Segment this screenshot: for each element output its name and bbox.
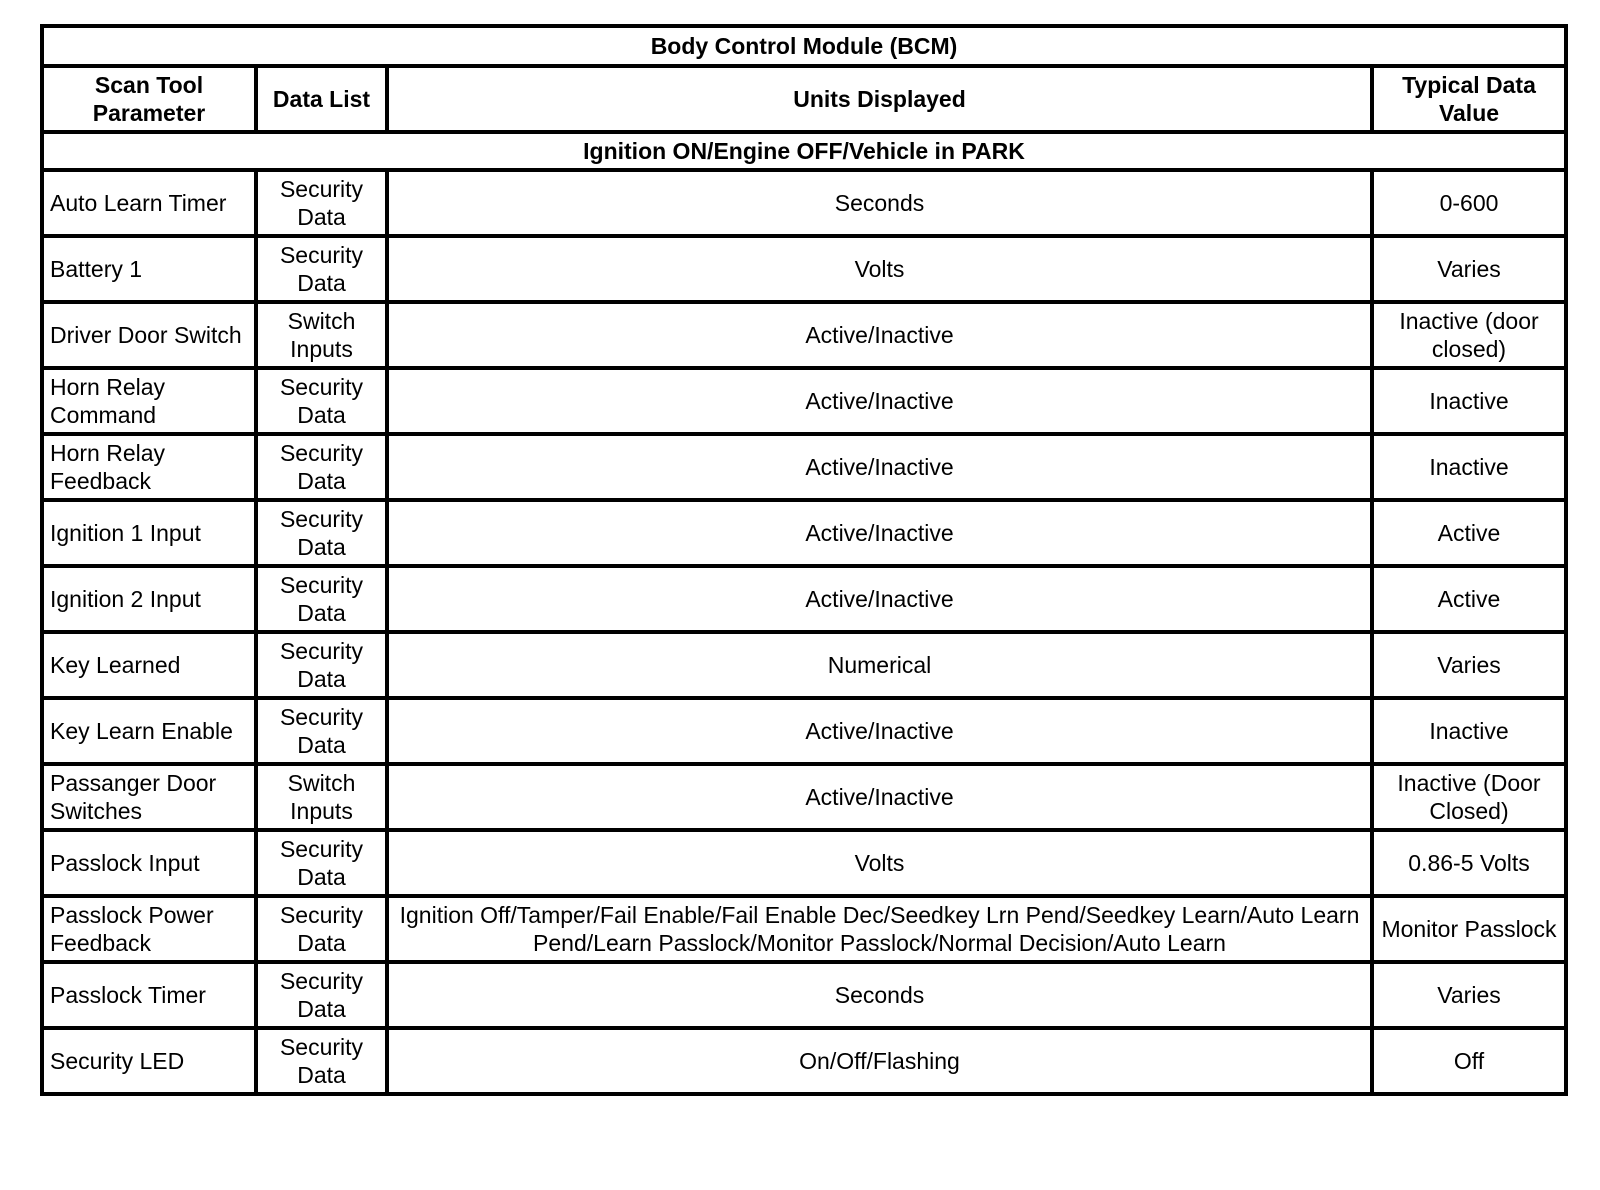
table-title-row <box>42 26 1566 66</box>
units-cell: Ignition Off/Tamper/Fail Enable/Fail Enable Dec/Seedkey Lrn Pend/Seedkey Learn/Auto Learn Pend/Learn Passlock/Monitor Passlock/Normal Decision/Auto Learn <box>387 896 1372 962</box>
data-list-cell: Switch Inputs <box>256 764 387 830</box>
param-cell: Passanger Door Switches <box>42 764 256 830</box>
units-cell: Active/Inactive <box>387 764 1372 830</box>
param-cell: Horn Relay Command <box>42 368 256 434</box>
table-title: Body Control Module (BCM) <box>42 26 1566 66</box>
header-scan-tool-parameter: Scan Tool Parameter <box>42 66 256 132</box>
table-row <box>42 962 1566 1028</box>
table-row <box>42 566 1566 632</box>
data-list-cell: Security Data <box>256 434 387 500</box>
param-cell: Horn Relay Feedback <box>42 434 256 500</box>
units-cell: Active/Inactive <box>387 566 1372 632</box>
units-cell: Active/Inactive <box>387 698 1372 764</box>
param-cell: Battery 1 <box>42 236 256 302</box>
typical-value-cell: Active <box>1372 500 1566 566</box>
typical-value-cell: Off <box>1372 1028 1566 1094</box>
data-list-cell: Security Data <box>256 368 387 434</box>
param-cell: Passlock Power Feedback <box>42 896 256 962</box>
data-list-cell: Security Data <box>256 962 387 1028</box>
typical-value-cell: Inactive <box>1372 698 1566 764</box>
typical-value-cell: 0-600 <box>1372 170 1566 236</box>
header-typical-data-value: Typical Data Value <box>1372 66 1566 132</box>
table-row <box>42 500 1566 566</box>
data-list-cell: Security Data <box>256 830 387 896</box>
table-row <box>42 170 1566 236</box>
units-cell: Active/Inactive <box>387 302 1372 368</box>
units-cell: Seconds <box>387 962 1372 1028</box>
param-cell: Passlock Timer <box>42 962 256 1028</box>
param-cell: Ignition 1 Input <box>42 500 256 566</box>
data-list-cell: Security Data <box>256 566 387 632</box>
units-cell: Volts <box>387 236 1372 302</box>
condition-label: Ignition ON/Engine OFF/Vehicle in PARK <box>42 132 1566 170</box>
units-cell: Active/Inactive <box>387 500 1372 566</box>
units-cell: On/Off/Flashing <box>387 1028 1372 1094</box>
typical-value-cell: Active <box>1372 566 1566 632</box>
data-list-cell: Security Data <box>256 236 387 302</box>
typical-value-cell: Varies <box>1372 632 1566 698</box>
column-header-row <box>42 66 1566 132</box>
data-list-cell: Security Data <box>256 1028 387 1094</box>
table-row <box>42 1028 1566 1094</box>
typical-value-cell: Inactive <box>1372 368 1566 434</box>
table-row <box>42 764 1566 830</box>
param-cell: Driver Door Switch <box>42 302 256 368</box>
header-units-displayed: Units Displayed <box>387 66 1372 132</box>
units-cell: Numerical <box>387 632 1372 698</box>
param-cell: Key Learned <box>42 632 256 698</box>
typical-value-cell: Monitor Passlock <box>1372 896 1566 962</box>
param-cell: Key Learn Enable <box>42 698 256 764</box>
table-body <box>42 170 1566 1094</box>
table-row <box>42 434 1566 500</box>
typical-value-cell: Inactive <box>1372 434 1566 500</box>
typical-value-cell: Inactive (door closed) <box>1372 302 1566 368</box>
table-row <box>42 896 1566 962</box>
data-list-cell: Security Data <box>256 896 387 962</box>
data-list-cell: Switch Inputs <box>256 302 387 368</box>
data-list-cell: Security Data <box>256 698 387 764</box>
units-cell: Seconds <box>387 170 1372 236</box>
table-row <box>42 302 1566 368</box>
param-cell: Auto Learn Timer <box>42 170 256 236</box>
typical-value-cell: Varies <box>1372 236 1566 302</box>
condition-row <box>42 132 1566 170</box>
bcm-data-table <box>40 24 1568 1096</box>
param-cell: Security LED <box>42 1028 256 1094</box>
data-list-cell: Security Data <box>256 632 387 698</box>
table-row <box>42 368 1566 434</box>
param-cell: Passlock Input <box>42 830 256 896</box>
table-row <box>42 236 1566 302</box>
data-list-cell: Security Data <box>256 170 387 236</box>
units-cell: Active/Inactive <box>387 368 1372 434</box>
typical-value-cell: Inactive (Door Closed) <box>1372 764 1566 830</box>
table-row <box>42 698 1566 764</box>
data-list-cell: Security Data <box>256 500 387 566</box>
header-data-list: Data List <box>256 66 387 132</box>
table-row <box>42 830 1566 896</box>
units-cell: Volts <box>387 830 1372 896</box>
typical-value-cell: Varies <box>1372 962 1566 1028</box>
table-row <box>42 632 1566 698</box>
param-cell: Ignition 2 Input <box>42 566 256 632</box>
typical-value-cell: 0.86-5 Volts <box>1372 830 1566 896</box>
units-cell: Active/Inactive <box>387 434 1372 500</box>
